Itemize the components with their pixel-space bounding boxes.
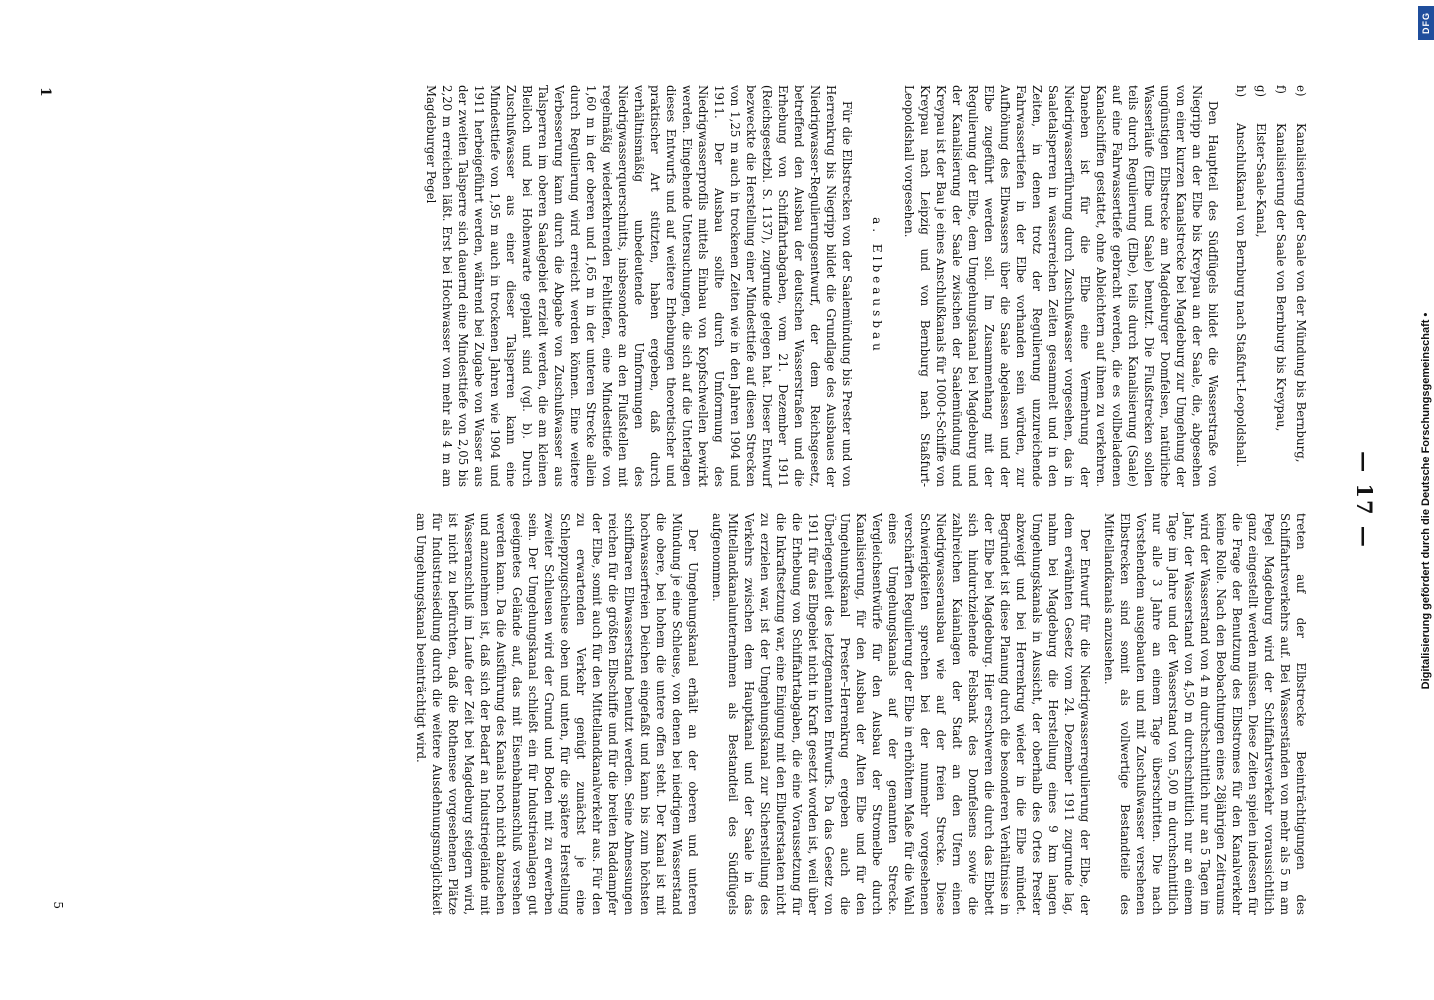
page-sequence-number: 5: [51, 901, 65, 909]
list-marker: h): [1234, 85, 1248, 98]
list-marker: g): [1254, 85, 1268, 98]
list-item: [1233, 85, 1249, 487]
paragraph: treten auf der Elbstrecke Beeinträchtigungen des Schiffahrtsverkehrs auf. Bei Wasserständen von mehr als 5 m am Pegel Magdeburg wird der Schiffahrtsverkehr voraussichtlich ganz eingestellt werden müssen. Diese Zeiten spielen indessen für die Frage der Benutzung des Elbstromes für den Kanalverkehr keine Rolle. Nach den Beobachtungen eines 28jährigen Zeitraums wird der Wasserstand von 4 m durchschnittlich nur an 5 Tagen im Jahr, der Wasserstand von 4,50 m durchschnittlich nur an einem Tage im Jahre und der Wasserstand von 5,00 m durchschnittlich nur alle 3 Jahre an einem Tage überschritten. Die nach Vorstehendem ausgebauten und mit Zuschußwasser versehenen Elbstrecken sind somit als vollwertige Bestandteile des Mittellandkanals anzusehen.: [1102, 513, 1308, 915]
project-list: [1233, 85, 1309, 487]
dfg-logo-icon: DFG: [1418, 6, 1434, 40]
paragraph: Der Entwurf für die Niedrigwasserregulierung der Elbe, der dem erwähnten Gesetz vom 24. Dezember 1911 zugrunde lag, nahm bei Magdeburg die Herstellung eines 9 km langen Umgehungskanals in Aussicht, der oberhalb des Ortes Prester abzweigt und bei Herrenkrug wieder in die Elbe mündet. Begründet ist diese Planung durch die besonderen Verhältnisse in der Elbe bei Magdeburg. Hier erschweren die durch das Elbbett sich hindurchziehende Felsbank des Domfelsens sowie die zahlreichen Kaianlagen der Stadt an den Ufern einen Niedrigwasserausbau wie auf der freien Strecke. Diese Schwierigkeiten sprechen bei der nunmehr vorgesehenen verschärften Regulierung der Elbe in erhöhtem Maße für die Wahl eines Umgehungskanals auf der genannten Strecke. Vergleichsentwürfe für den Ausbau der Stromelbe durch Kanalisierung, für den Ausbau der Alten Elbe und für den Umgehungskanal Prester–Herrenkrug ergeben auch die Überlegenheit des letztgenannten Entwurfs. Da das Gesetz von 1911 für das Elbgebiet nicht in Kraft gesetzt worden ist, weil über die Erhebung von Schiffahrtabgaben, die eine Voraussetzung für die Inkraftsetzung war, eine Einigung mit den Elbuferstaaten nicht zu erzielen war, ist der Umgehungskanal zur Sicherstellung des Verkehrs zwischen dem Hauptkanal und der Saale in das Mittellandkanalunternehmen als Bestandteil des Südflügels aufgenommen.: [710, 513, 1092, 915]
list-item-text: Elster-Saale-Kanal,: [1254, 123, 1268, 238]
sheet-mark: 1: [37, 87, 53, 97]
list-item-text: Kanalisierung der Saale von der Mündung bis Bernburg,: [1294, 123, 1308, 463]
scanned-page: [15, 25, 1419, 975]
list-marker: e): [1294, 85, 1308, 97]
list-item-text: Kanalisierung der Saale von Bernburg bis Kreypau,: [1274, 123, 1288, 432]
list-item: [1293, 85, 1309, 487]
right-column: [413, 513, 1309, 915]
section-heading: a. Elbeausbau: [870, 217, 884, 355]
paragraph: Der Umgehungskanal erhält an der oberen und unteren Mündung je eine Schleuse, von denen bei niedrigem Wasserstand die obere, bei hohem die untere offen steht. Der Kanal ist mit hochwasserfreien Deichen eingefaßt und kann bis zum höchsten schiffbaren Elbwasserstand benutzt werden. Seine Abmessungen reichen für die größten Elbschiffe und für die breiten Raddampfer der Elbe, somit auch für den Mittellandkanalverkehr aus. Für den zu erwartenden Verkehr genügt zunächst je eine Schleppzugschleuse oben und unten, für die spätere Herstellung zweiter Schleusen wird der Grund und Boden mit zu erwerben sein. Der Umgehungskanal schließt ein für Industrieanlagen gut geeignetes Gelände auf, das mit Eisenbahnanschluß versehen werden kann. Da die Ausführung des Kanals noch nicht abzusehen und anzunehmen ist, daß sich der Bedarf an Industriegelände mit Wasseranschluß im Laufe der Zeit bei Magdeburg steigern wird, ist nicht zu befürchten, daß die Rothensee vorgesehenen Plätze für Industriesiedlung durch die weitere Ausdehnungsmöglichkeit am Umgehungskanal beeinträchtigt wird.: [414, 513, 700, 915]
list-item: [1253, 85, 1269, 487]
list-marker: f): [1274, 85, 1288, 94]
credit-text: Digitalisierung gefördert durch die Deutsche Forschungsgemeinschaft •: [1420, 312, 1432, 690]
paragraph: Für die Elbstrecken von der Saalemündung bis Prester und von Herrenkrug bis Niegripp bildet die Grundlage des Ausbaues der Niedrigwasser-Regulierungsentwurf, der dem Reichsgesetz, betreffend den Ausbau der deutschen Wasserstraßen und die Erhebung von Schiffahrtabgaben, vom 21. Dezember 1911 (Reichsgesetzbl. S. 1137), zugrunde gelegen hat. Dieser Entwurf bezweckte die Herstellung einer Mindesttiefe auf diesen Strecken von 1,25 m auch in trockenen Zeiten wie in den Jahren 1904 und 1911. Der Ausbau sollte durch Umformung des Niedrigwasserprofils mittels Einbau von Kopfschwellen bewirkt werden. Eingehende Untersuchungen, die sich auf die Unterlagen dieses Entwurfs und auf weitere Erhebungen theoretischer und praktischer Art stützten, haben ergeben, daß durch verhältnismäßig unbedeutende Umformungen des Niedrigwasserquerschnitts, insbesondere an den Flußstellen mit regelmäßig wiederkehrenden Fehltiefen, eine Mindesttiefe von 1,60 m in der oberen und 1,65 m in der unteren Strecke allein durch Regulierung wird erreicht werden können. Eine weitere Verbesserung kann durch die Abgabe von Zuschußwasser aus Talsperren im oberen Saalegebiet erzielt werden, die am kleinen Bleiloch und bei Hohenwarte geplant sind (vgl. b). Durch Zuschußwasser aus einer dieser Talsperren kann eine Mindesttiefe von 1,95 m auch in trockenen Jahren wie 1904 und 1911 herbeigeführt werden, während bei Zugabe von Wasser aus der zweiten Talsperre sich dauernd eine Mindesttiefe von 2,05 bis 2,20 m erreichen läßt. Erst bei Hochwasser von mehr als 4 m am Magdeburger Pegel: [424, 85, 854, 487]
paragraph: Den Hauptteil des Südflügels bildet die Wasserstraße von Niegripp an der Elbe bis Kreypau an der Saale, die, abgesehen von einer kurzen Kanalstrecke bei Magdeburg zur Umgehung der ungünstigen Elbstrecke am Magdeburger Domfelsen, natürliche Wasserläufe (Elbe und Saale) benutzt. Die Flußstrecken sollen teils durch Regulierung (Elbe), teils durch Kanalisierung (Saale) auf eine Fahrwassertiefe gebracht werden, die es vollbeladenen Kanalschiffen gestattet, ohne Ableichtern auf ihnen zu verkehren. Daneben ist für die Elbe eine Vermehrung der Niedrigwasserführung durch Zuschußwasser vorgesehen, das in Saaletalsperren in wasserreichen Zeiten gesammelt und in den Zeiten, in denen trotz der Regulierung unzureichende Fahrwassertiefen in der Elbe vorhanden sein würden, zur Aufhöhung des Elbwassers über die Saale abgelassen und der Elbe zugeführt werden soll. Im Zusammenhang mit der Regulierung der Elbe, dem Umgehungskanal bei Magdeburg und der Kanalisierung der Saale zwischen der Saalemündung und Kreypau ist der Bau je eines Anschlußkanals für 1000-t-Schiffe von Kreypau nach Leipzig und von Bernburg nach Staßfurt-Leopoldshall vorgesehen.: [902, 85, 1220, 487]
left-column: [423, 85, 1309, 487]
list-item: [1273, 85, 1289, 487]
dfg-credit: [1418, 6, 1434, 996]
list-item-text: Anschlußkanal von Bernburg nach Staßfurt-Leopoldshall.: [1234, 123, 1248, 468]
page-number: — 17 —: [1352, 451, 1377, 549]
